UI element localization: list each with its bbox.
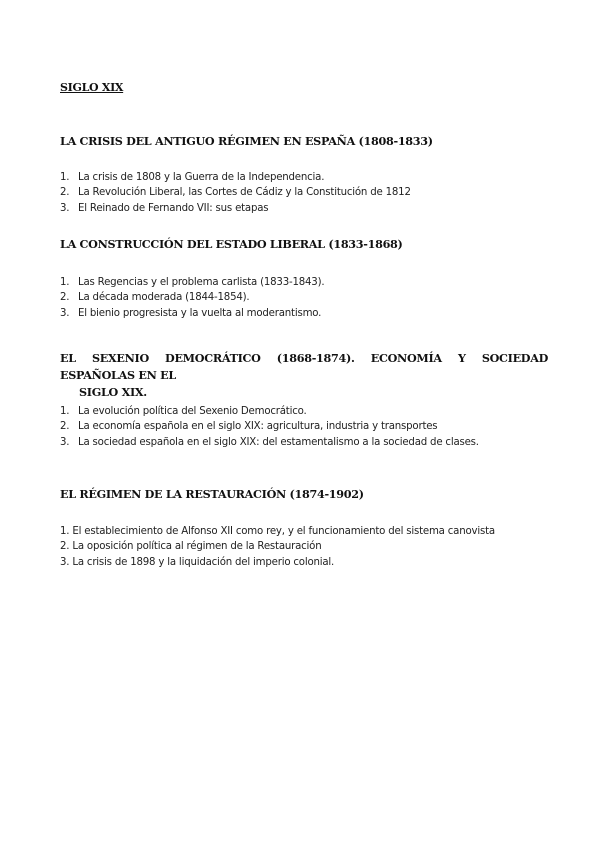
section-heading-antiguo-regimen: LA CRISIS DEL ANTIGUO RÉGIMEN EN ESPAÑA (1808-1833) (60, 134, 433, 148)
list-item: 1. La crisis de 1808 y la Guerra de la Independencia. (60, 172, 325, 183)
list-item: 2. La Revolución Liberal, las Cortes de Cádiz y la Constitución de 1812 (60, 187, 411, 199)
list-item: 1. El establecimiento de Alfonso XII como rey, y el funcionamiento del sistema canovista (60, 526, 495, 537)
section-heading-line-2: SIGLO XIX. (79, 385, 147, 399)
list-item: 3. La sociedad española en el siglo XIX: del estamentalismo a la sociedad de clases. (60, 436, 479, 448)
list-item: 2. La oposición política al régimen de la Restauración (60, 541, 322, 553)
section-list-sexenio (0, 404, 479, 450)
section-list-estado-liberal (0, 275, 324, 321)
section-list-antiguo-regimen (0, 170, 411, 216)
list-item: 2. La década moderada (1844-1854). (60, 292, 250, 304)
section-heading-restauracion: EL RÉGIMEN DE LA RESTAURACIÓN (1874-1902) (60, 487, 364, 501)
section-heading-line-1: EL SEXENIO DEMOCRÁTICO (1868-1874). ECONOMÍA Y SOCIEDAD ESPAÑOLAS EN EL (60, 351, 548, 382)
list-item: 3. La crisis de 1898 y la liquidación del imperio colonial. (60, 556, 335, 568)
section-heading-sexenio (60, 350, 548, 401)
section-heading-estado-liberal: LA CONSTRUCCIÓN DEL ESTADO LIBERAL (1833-1868) (60, 237, 403, 251)
section-list-restauracion (0, 524, 495, 570)
list-item: 1. La evolución política del Sexenio Democrático. (60, 406, 307, 417)
list-item: 2. La economía española en el siglo XIX: agricultura, industria y transportes (60, 421, 438, 433)
page-title: SIGLO XIX (60, 81, 124, 94)
list-item: 3. El Reinado de Fernando VII: sus etapas (60, 202, 269, 214)
list-item: 1. Las Regencias y el problema carlista (1833-1843). (60, 277, 325, 288)
list-item: 3. El bienio progresista y la vuelta al moderantismo. (60, 307, 322, 319)
